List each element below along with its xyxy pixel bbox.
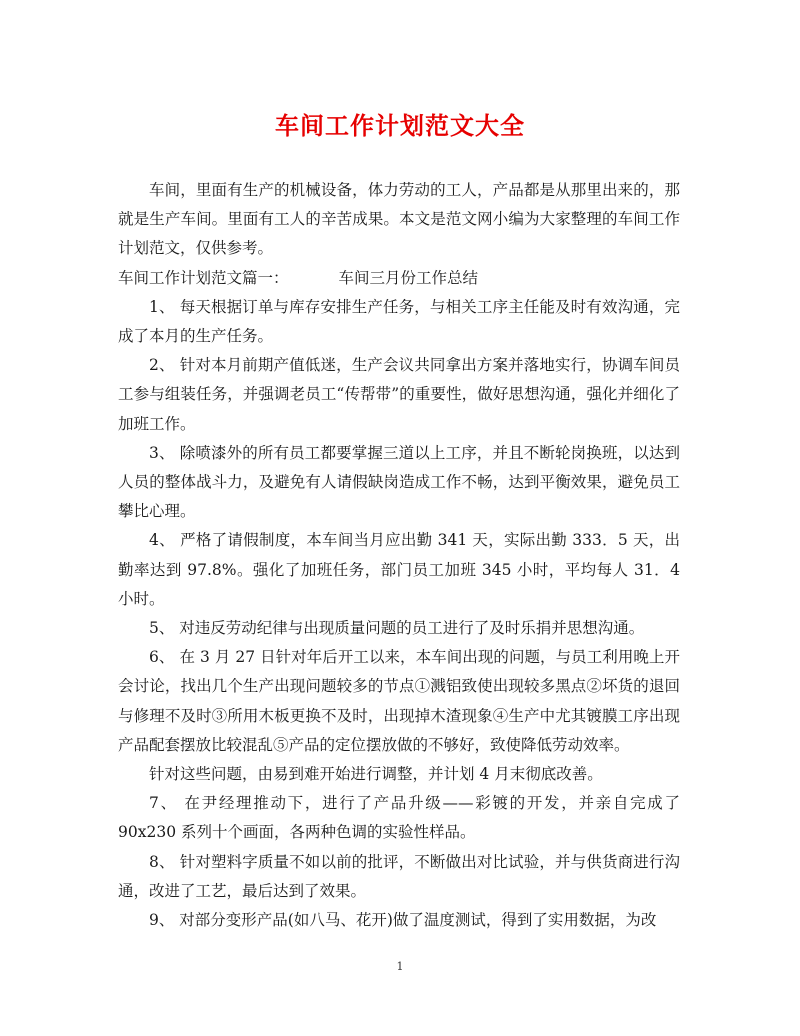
section-label: 车间工作计划范文篇一： <box>118 268 289 287</box>
list-item-5: 5、 对违反劳动纪律与出现质量问题的员工进行了及时乐捐并思想沟通。 <box>149 619 645 638</box>
section-title: 车间三月份工作总结 <box>338 268 479 287</box>
list-item-4: 4、 严格了请假制度，本车间当月应出勤 341 天，实际出勤 333．5 天，出勤率达到 97.8%。强化了加班任务，部门员工加班 345 小时，平均每人 31．4 小时。 <box>118 531 680 608</box>
document-body <box>118 176 680 935</box>
intro-paragraph: 车间，里面有生产的机械设备，体力劳动的工人，产品都是从那里出来的，那就是生产车间。里面有工人的辛苦成果。本文是范文网小编为大家整理的车间工作计划范文，仅供参考。 <box>118 181 680 258</box>
list-item-6: 6、 在 3 月 27 日针对年后开工以来，本车间出现的问题，与员工利用晚上开会讨论，找出几个生产出现问题较多的节点①溅铝致使出现较多黑点②坏货的退回与修理不及时③所用木板更换不及时，出现掉木渣现象④生产中尤其镀膜工序出现产品配套摆放比较混乱⑤产品的定位摆放做的不够好，致使降低劳动效率。 <box>118 648 680 754</box>
list-item-2: 2、 针对本月前期产值低迷，生产会议共同拿出方案并落地实行，协调车间员工参与组装任务，并强调老员工“传帮带”的重要性，做好思想沟通，强化并细化了加班工作。 <box>118 356 680 433</box>
list-item-1: 1、 每天根据订单与库存安排生产任务，与相关工序主任能及时有效沟通，完成了本月的生产任务。 <box>118 297 680 346</box>
page-number: 1 <box>396 960 404 973</box>
list-item-8: 8、 针对塑料字质量不如以前的批评，不断做出对比试验，并与供货商进行沟通，改进了工艺，最后达到了效果。 <box>118 852 680 900</box>
document-title: 车间工作计划范文大全 <box>275 112 525 140</box>
followup-paragraph: 针对这些问题，由易到难开始进行调整，并计划 4 月末彻底改善。 <box>149 765 603 784</box>
list-item-3: 3、 除喷漆外的所有员工都要掌握三道以上工序，并且不断轮岗换班，以达到人员的整体战斗力，及避免有人请假缺岗造成工作不畅，达到平衡效果，避免员工攀比心理。 <box>118 443 680 521</box>
section-heading <box>118 264 680 293</box>
list-item-9: 9、 对部分变形产品(如八马、花开)做了温度测试，得到了实用数据，为改 <box>149 911 657 930</box>
list-item-7: 7、 在尹经理推动下，进行了产品升级——彩镀的开发，并亲自完成了 90x230 系列十个画面，各两种色调的实验性样品。 <box>118 794 680 842</box>
